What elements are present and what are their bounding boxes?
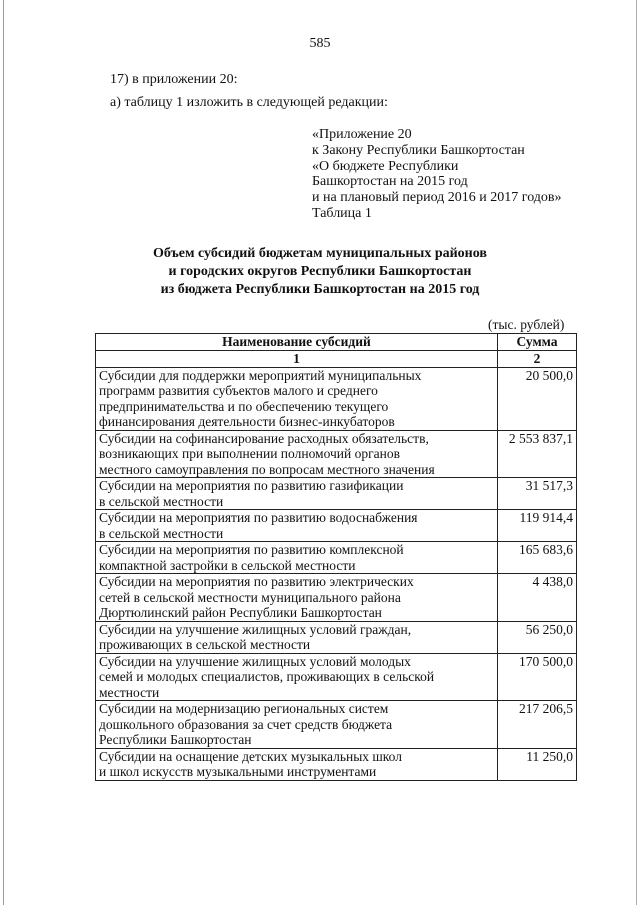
subsidy-amount: 31 517,3 xyxy=(498,478,577,510)
table-body xyxy=(96,367,577,780)
subsidy-amount: 11 250,0 xyxy=(498,748,577,780)
header-name: Наименование субсидий xyxy=(96,334,498,351)
subitem-line: а) таблицу 1 изложить в следующей редакции: xyxy=(110,95,388,110)
appendix-line: и на плановый период 2016 и 2017 годов» xyxy=(312,190,562,206)
column-number: 1 xyxy=(96,351,498,368)
subsidy-amount: 170 500,0 xyxy=(498,653,577,701)
subsidy-amount: 165 683,6 xyxy=(498,542,577,574)
table-row xyxy=(96,510,577,542)
column-number: 2 xyxy=(498,351,577,368)
table-row xyxy=(96,653,577,701)
appendix-header xyxy=(312,127,562,222)
subsidy-name-line: компактной застройки в сельской местности xyxy=(99,557,356,573)
subsidy-amount: 4 438,0 xyxy=(498,574,577,622)
title-line: Объем субсидий бюджетам муниципальных районов xyxy=(153,246,487,261)
subsidy-name-line: Субсидии на мероприятия по развитию электрических xyxy=(99,574,414,589)
scan-edge-left xyxy=(3,0,4,905)
subsidy-name-line: возникающих при выполнении полномочий органов xyxy=(99,446,400,461)
appendix-line: «Приложение 20 xyxy=(312,127,412,142)
subsidy-name-line: программ развития субъектов малого и среднего xyxy=(99,383,378,398)
title-line: из бюджета Республики Башкортостан на 2015 год xyxy=(160,282,480,297)
scan-edge-right xyxy=(636,0,637,905)
units-label: (тыс. рублей) xyxy=(488,317,565,332)
subsidy-name-line: Субсидии на улучшение жилищных условий молодых xyxy=(99,653,411,669)
appendix-line: к Закону Республики Башкортостан xyxy=(312,142,525,158)
appendix-line: Башкортостан на 2015 год xyxy=(312,174,468,190)
document-title xyxy=(0,245,640,299)
table-row xyxy=(96,748,577,780)
subsidy-name xyxy=(96,748,498,780)
subsidy-name-line: местности xyxy=(99,684,160,700)
subsidy-name xyxy=(96,621,498,653)
appendix-line: «О бюджете Республики xyxy=(312,158,459,174)
subsidy-name-line: Субсидии на мероприятия по развитию комплексной xyxy=(99,542,404,557)
subsidy-name-line: сетей в сельской местности муниципального района xyxy=(99,589,401,605)
subsidy-name xyxy=(96,542,498,574)
table-row xyxy=(96,574,577,622)
subsidy-name-line: Субсидии на софинансирование расходных обязательств, xyxy=(99,430,429,446)
subsidy-name-line: Республики Башкортостан xyxy=(99,732,252,747)
subsidy-name-line: предпринимательства и по обеспечению текущего xyxy=(99,398,389,414)
subsidy-name xyxy=(96,367,498,430)
subsidy-name xyxy=(96,701,498,749)
subsidy-name xyxy=(96,574,498,622)
table-row xyxy=(96,621,577,653)
table-row xyxy=(96,367,577,430)
subsidy-name-line: и школ искусств музыкальными инструментами xyxy=(99,764,377,779)
table-row xyxy=(96,478,577,510)
subsidy-amount: 56 250,0 xyxy=(498,621,577,653)
header-amount: Сумма xyxy=(498,334,577,351)
subsidy-name xyxy=(96,653,498,701)
subsidy-name-line: в сельской местности xyxy=(99,525,224,541)
subsidy-amount: 217 206,5 xyxy=(498,701,577,749)
subsidy-name-line: местного самоуправления по вопросам местного значения xyxy=(99,461,435,477)
subsidy-name xyxy=(96,478,498,510)
subsidy-name-line: Субсидии на улучшение жилищных условий граждан, xyxy=(99,621,412,637)
subsidy-name-line: семей и молодых специалистов, проживающих в сельской xyxy=(99,669,435,684)
subsidy-name-line: Субсидии на оснащение детских музыкальных школ xyxy=(99,748,402,764)
table-header-row xyxy=(96,334,577,351)
table-row xyxy=(96,542,577,574)
subsidy-amount: 20 500,0 xyxy=(498,367,577,430)
subsidy-name-line: Субсидии для поддержки мероприятий муниципальных xyxy=(99,367,422,383)
table-row xyxy=(96,430,577,478)
subsidy-name-line: в сельской местности xyxy=(99,493,224,509)
subsidies-table xyxy=(95,333,577,781)
item-line: 17) в приложении 20: xyxy=(110,72,238,87)
table-row xyxy=(96,701,577,749)
table-label: Таблица 1 xyxy=(312,205,372,221)
subsidy-name xyxy=(96,510,498,542)
subsidy-name-line: Субсидии на мероприятия по развитию водоснабжения xyxy=(99,510,418,525)
subsidy-name-line: Субсидии на модернизацию региональных систем xyxy=(99,701,389,716)
subsidy-name xyxy=(96,430,498,478)
subsidy-name-line: проживающих в сельской местности xyxy=(99,637,311,652)
subsidy-amount: 119 914,4 xyxy=(498,510,577,542)
subsidy-name-line: дошкольного образования за счет средств бюджета xyxy=(99,716,393,732)
subsidy-name-line: финансирования деятельности бизнес-инкубаторов xyxy=(99,414,395,429)
column-number-row xyxy=(96,351,577,368)
subsidy-name-line: Субсидии на мероприятия по развитию газификации xyxy=(99,478,404,493)
page-number: 585 xyxy=(309,36,331,51)
subsidy-name-line: Дюртюлинский район Республики Башкортостан xyxy=(99,605,382,620)
subsidy-amount: 2 553 837,1 xyxy=(498,430,577,478)
title-line: и городских округов Республики Башкортостан xyxy=(168,264,472,279)
